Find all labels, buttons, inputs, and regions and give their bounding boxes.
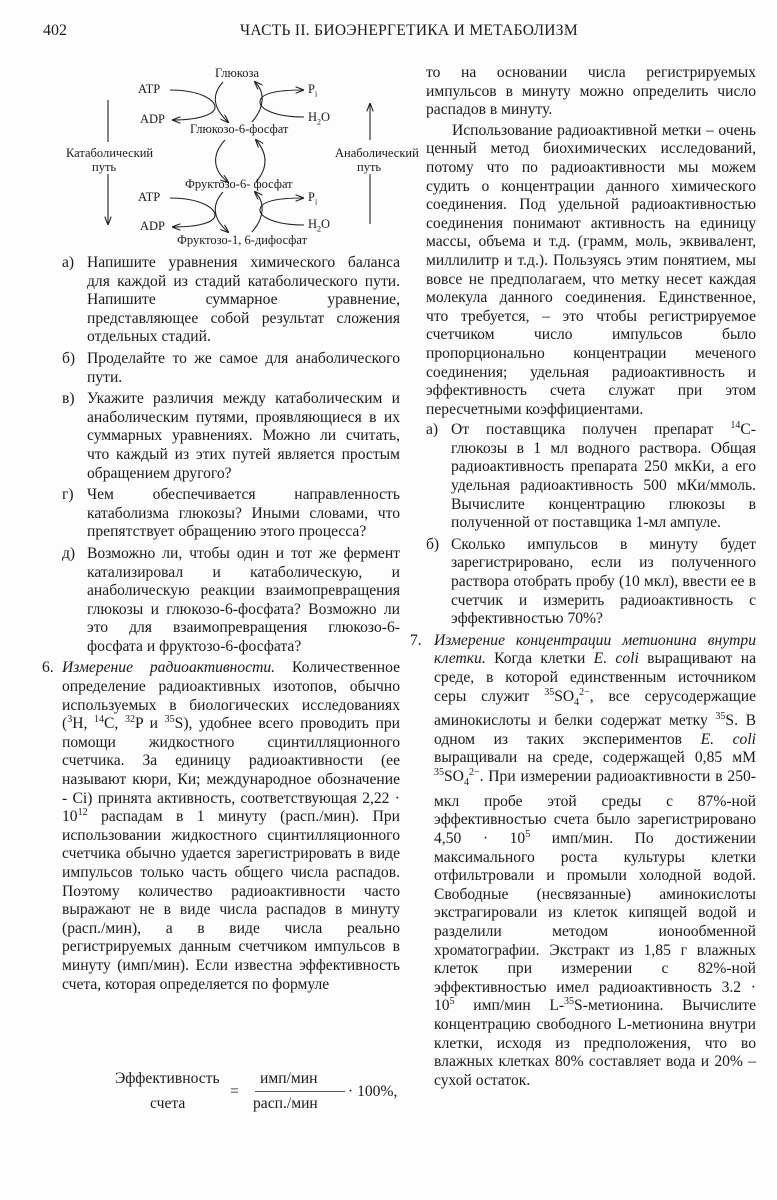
page-number: 402 xyxy=(43,22,67,39)
question-d: д) Возможно ли, чтобы один и тот же фермент катализировал и катаболическую, и анаболическую реакции взаимопревращения глюкозы и глюкозо-6-фосфата? Возможно ли это для взаимопревращения глюкозо-6-фосфата и фруктозо-6-фосфата? xyxy=(62,544,400,655)
label-atp-2: ATP xyxy=(138,190,161,204)
problem-7: 7. Измерение концентрации метионина внутри клетки. Когда клетки E. coli выращивают на среде, в которой единственным источником серы служит $^{35}SO_4^{2-}$, все серусодержащие аминокислоты и белки содержат метку $^{35}$S. В одном из таких экспериментов E. coli выращивали на среде, содержащей 0,85 мМ $^{35}SO_4^{2-}$. При измерении радиоактивности в 250-мкл пробе этой среды с 87%-ной эффективностью счета было зарегистрировано $4,50 \cdot 10^5$ имп/мин. По достижении максимального роста культуры клетки отфильтровали и промыли холодной водой. Свободные (несвязанные) аминокислоты экстрагировали из клеток кипящей водой и разделили методом ионообменной хроматографии. Экстракт из 1,85 г влажных клеток при измерении с 82%-ной эффективностью имел радиоактивность $3.2 \cdot 10^5$ имп/мин L-$^{35}$S-метионина. Вычислите концентрацию свободного L-метионина внутри клетки, исходя из предположения, что во влажных клетках 80% составляет вода и 20% – сухой остаток. xyxy=(410,631,757,1089)
problem-7-title: Измерение концентрации метионина внутри клетки. xyxy=(434,631,756,668)
specific-activity-paragraph: Использование радиоактивной метки – очень ценный метод биохимических исследований, потому что по радиоактивности мы можем судить о концентрации данного химического соединения. Под удельной радиоактивностью соединения понимают активность на единицу массы, объема и т.д. (грамм, моль, эквивалент, миллилитр и т.д.). Пользуясь этим понятием, мы вовсе не предполагаем, что метку несет каждая молекула данного соединения. Единственное, что требуется, – это чтобы регистрируемое счетчиком число импульсов было пропорционально концентрации меченого соединения; удельная радиоактивность и эффективность счета служат при этом пересчетными коэффициентами. xyxy=(426,121,756,418)
label-catabolic-2: путь xyxy=(92,160,117,174)
label-glucose-6-phosphate: Глюкозо-6-фосфат xyxy=(190,122,289,136)
label-anabolic-2: путь xyxy=(357,160,382,174)
problem-6: 6. Измерение радиоактивности. Количественное определение радиоактивных изотопов, обычно используемых в биологических исследованиях ($^3$H, $^{14}$C, $^{32}$P и $^{35}$S), удобнее всего проводить при помощи жидкостного сцинтилляционного счетчика. За единицу радиоактивности (ее называют кюри, Ки; международное обозначение - Ci) принята активность, соответствующая $2,22 \cdot 10^{12}$ распадам в 1 минуту (расп./мин). При использовании жидкостного сцинтилляционного счетчика обычно удается зарегистрировать в виде импульсов только часть общего числа распадов. Поэтому количество радиоактивности часто выражают не в виде числа распадов в минуту (расп./мин), а в виде числа реально регистрируемых данным счетчиком импульсов в минуту (имп/мин). Если известна эффективность счета, которая определяется по формуле xyxy=(42,659,400,993)
glycolysis-diagram xyxy=(60,62,430,252)
problem-6-title: Измерение радиоактивности. xyxy=(62,659,276,677)
continuation-paragraph: то на основании числа регистрируемых импульсов в минуту можно определить число распадов в минуту. xyxy=(426,64,756,119)
label-catabolic-1: Катаболический xyxy=(66,146,154,160)
right-column xyxy=(410,64,757,1092)
label-fructose-6-phosphate: Фруктозо-6- фосфат xyxy=(185,177,293,191)
label-atp-1: ATP xyxy=(138,82,161,96)
fraction-bar xyxy=(255,1091,345,1092)
question-b: б) Проделайте то же самое для анаболического пути. xyxy=(62,349,400,386)
label-adp-2: ADP xyxy=(140,219,166,233)
label-anabolic-1: Анаболический xyxy=(335,146,419,160)
label-fructose-1-6-bisphosphate: Фруктозо-1, 6-дифосфат xyxy=(177,233,308,247)
label-pi-1: $P_i$ xyxy=(308,82,318,99)
question-a: а) Напишите уравнения химического баланса для каждой из стадий катаболического пути. Напишите суммарное уравнение, представляющее собой результат сложения отдельных стадий. xyxy=(62,254,400,346)
label-h2o-2: $H_2O$ xyxy=(308,217,331,234)
label-adp-1: ADP xyxy=(140,112,166,126)
label-pi-2: $P_i$ xyxy=(308,190,318,207)
left-column xyxy=(42,254,400,996)
label-glucose: Глюкоза xyxy=(215,66,260,80)
running-title: ЧАСТЬ II. БИОЭНЕРГЕТИКА И МЕТАБОЛИЗМ xyxy=(240,22,578,39)
question-g: г) Чем обеспечивается направленность катаболизма глюкозы? Иными словами, что препятствует обращению этого процесса? xyxy=(62,486,400,541)
question-v: в) Укажите различия между катаболическим и анаболическим путями, проявляющиеся в их суммарных уравнениях. Можно ли считать, что каждый из этих путей является простым обращением другого? xyxy=(62,390,400,482)
label-h2o-1: $H_2O$ xyxy=(308,110,331,127)
page-header xyxy=(0,22,777,46)
counting-efficiency-formula: Эффективность счета = имп/мин расп./мин · 100%, xyxy=(115,1070,398,1112)
problem-6-a: а) От поставщика получен препарат $^{14}$C-глюкозы в 1 мл водного раствора. Общая радиоактивность препарата 250 мкКи, а его удельная радиоактивность 500 мКи/ммоль. Вычислите концентрацию глюкозы в полученной от поставщика 1-мл ампуле. xyxy=(426,420,756,532)
problem-6-b: б) Сколько импульсов в минуту будет зарегистрировано, если из полученного раствора отобрать пробу (10 мкл), ввести ее в счетчик и измерить радиоактивность с эффективностью 70%? xyxy=(426,535,756,628)
